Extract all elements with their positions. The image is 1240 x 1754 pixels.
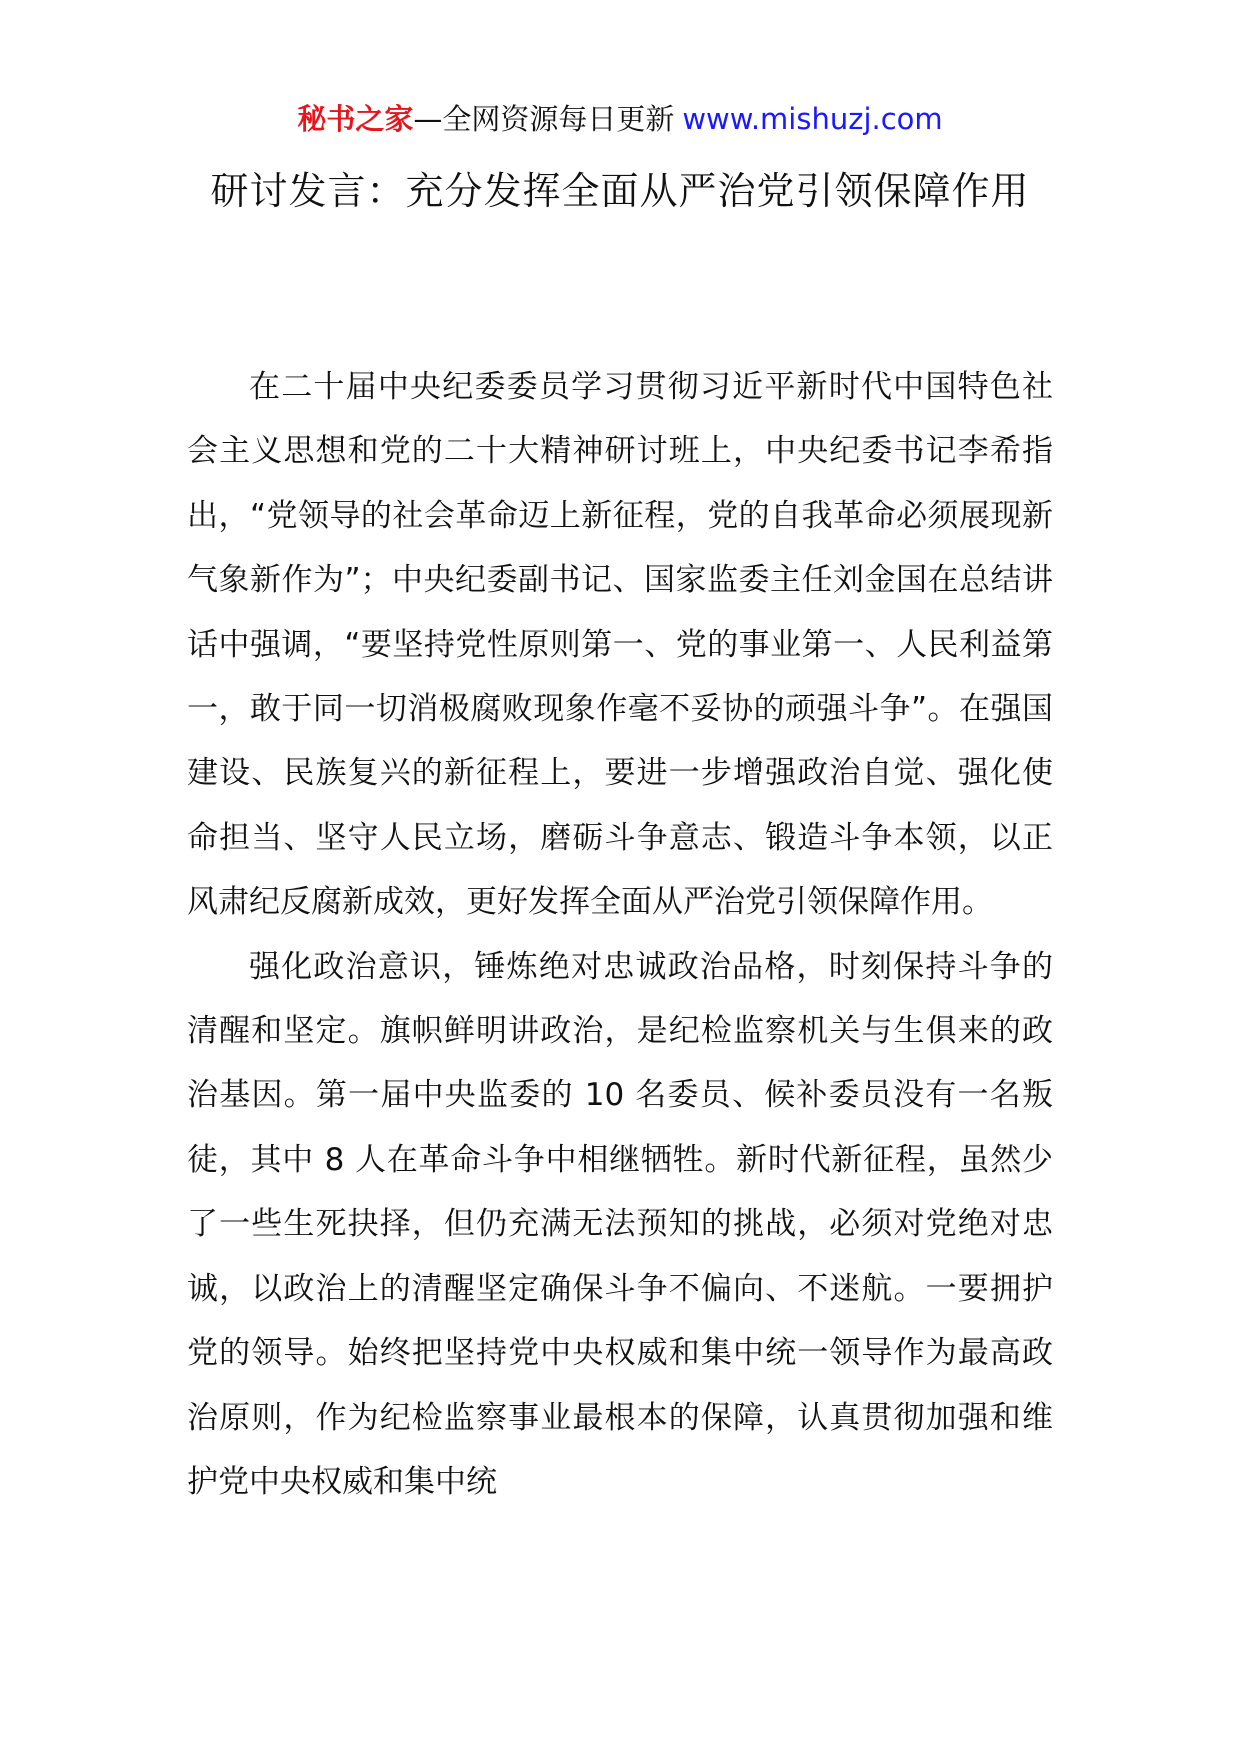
- document-title: 研讨发言：充分发挥全面从严治党引领保障作用: [210, 169, 1030, 213]
- site-url-link[interactable]: www.mishuzj.com: [682, 102, 943, 136]
- site-slogan: —全网资源每日更新: [413, 102, 675, 136]
- site-header: [0, 98, 1240, 140]
- paragraph-2: 强化政治意识，锤炼绝对忠诚政治品格，时刻保持斗争的清醒和坚定。旗帜鲜明讲政治，是纪检监察机关与生俱来的政治基因。第一届中央监委的 10 名委员、候补委员没有一名叛徒，其中 8 人在革命斗争中相继牺牲。新时代新征程，虽然少了一些生死抉择，但仍充满无法预知的挑战，必须对党绝对忠诚，以政治上的清醒坚定确保斗争不偏向、不迷航。一要拥护党的领导。始终把坚持党中央权威和集中统一领导作为最高政治原则，作为纪检监察事业最根本的保障，认真贯彻加强和维护党中央权威和集中统: [187, 948, 1053, 1500]
- document-body: [187, 355, 1053, 1514]
- paragraph-1: 在二十届中央纪委委员学习贯彻习近平新时代中国特色社会主义思想和党的二十大精神研讨班上，中央纪委书记李希指出，“党领导的社会革命迈上新征程，党的自我革命必须展现新气象新作为”；中央纪委副书记、国家监委主任刘金国在总结讲话中强调，“要坚持党性原则第一、党的事业第一、人民利益第一，敢于同一切消极腐败现象作毫不妥协的顽强斗争”。在强国建设、民族复兴的新征程上，要进一步增强政治自觉、强化使命担当、坚守人民立场，磨砺斗争意志、锻造斗争本领，以正风肃纪反腐新成效，更好发挥全面从严治党引领保障作用。: [187, 369, 1053, 921]
- site-name: 秘书之家: [297, 102, 414, 136]
